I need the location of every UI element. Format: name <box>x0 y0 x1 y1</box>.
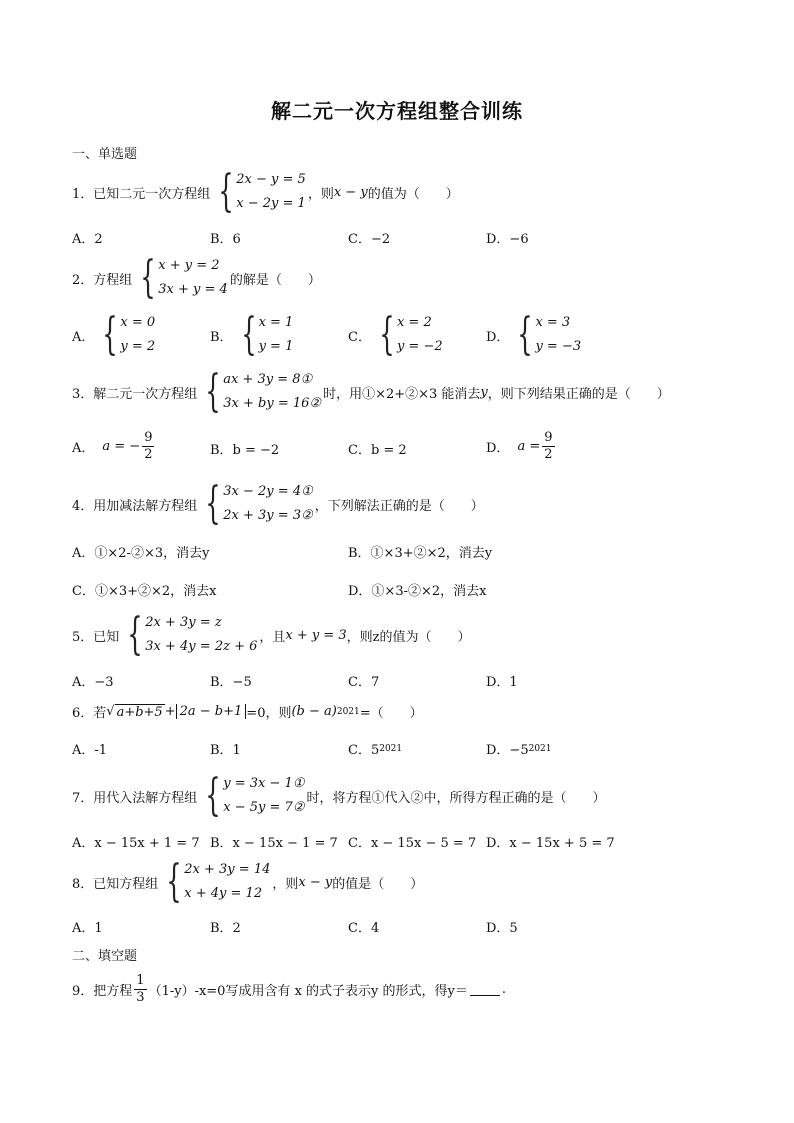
q2-option-c[interactable] <box>348 311 445 359</box>
q4-option-d[interactable]: D．①×3-②×2，消去x <box>348 584 487 599</box>
q1-eq1: 2x − y = 5 <box>236 172 306 187</box>
q2-option-b[interactable] <box>210 311 295 359</box>
q3-option-d-label: D． <box>486 441 510 456</box>
q3-a-den: 2 <box>144 447 153 462</box>
q6-c-base: C．5 <box>348 743 380 758</box>
q2-option-b-label: B． <box>210 329 233 345</box>
q3-a-num: 9 <box>144 430 153 445</box>
brace-icon: { <box>379 309 395 360</box>
sqrt-icon: √ <box>106 704 115 719</box>
q1-mid: ，则 <box>307 186 334 202</box>
q6-ask: =（ ） <box>359 706 423 721</box>
q6-stem: 6．若 <box>72 706 107 721</box>
q9-fraction <box>134 973 146 1006</box>
q5-stem: 5．已知 <box>72 629 120 645</box>
q8-ask: 的值是（ ） <box>332 876 424 892</box>
q2-ask: 的解是（ ） <box>229 272 321 288</box>
q9-den: 3 <box>136 990 145 1005</box>
brace-icon: { <box>102 309 119 360</box>
q3-eq2: 3x + by = 16② <box>223 396 322 411</box>
q7-option-d[interactable]: D．x − 15x + 5 = 7 <box>486 836 615 851</box>
q3-option-d[interactable] <box>486 430 557 463</box>
q3-text: 时，用①×2+②×3 能消去 <box>323 386 481 402</box>
question-8 <box>72 858 423 906</box>
q3-option-a[interactable] <box>72 430 156 463</box>
q2-stem: 2．方程组 <box>72 272 133 288</box>
q9-num: 1 <box>136 973 145 988</box>
q4-option-b[interactable]: B．①×3+②×2，消去y <box>348 546 493 561</box>
q3-option-c[interactable]: C．b = 2 <box>348 443 407 458</box>
q1-equation-system <box>212 168 306 216</box>
q8-option-d[interactable]: D．5 <box>486 921 518 936</box>
question-9 <box>72 973 506 1006</box>
q4-eq1: 3x − 2y = 4① <box>223 484 313 499</box>
q8-eq1: 2x + 3y = 14 <box>184 862 271 877</box>
brace-icon: { <box>517 309 534 360</box>
q3-eq1: ax + 3y = 8① <box>223 372 313 387</box>
q1-ask: 的值为（ ） <box>367 186 459 202</box>
q2-option-c-label: C． <box>348 329 371 345</box>
q6-option-a[interactable]: A．-1 <box>72 743 108 758</box>
q1-option-c[interactable]: C．−2 <box>348 232 391 247</box>
q4-eq2: 2x + 3y = 3② <box>223 508 313 523</box>
q5-option-d[interactable]: D．1 <box>486 675 518 690</box>
q5-condition: x + y = 3 <box>285 627 347 643</box>
q5-eq1: 2x + 3y = z <box>145 615 222 630</box>
q7-option-b[interactable]: B．x − 15x − 1 = 7 <box>210 836 338 851</box>
q8-eq2: x + 4y = 12 <box>184 886 263 901</box>
q8-equation-system <box>160 858 270 906</box>
question-6 <box>72 702 423 721</box>
q2-option-d[interactable] <box>486 311 583 359</box>
question-5 <box>72 611 471 659</box>
brace-icon: { <box>218 166 234 217</box>
brace-icon: { <box>240 309 257 360</box>
q5-equation-system <box>121 611 257 659</box>
q1-eq2: x − 2y = 1 <box>236 196 306 211</box>
q2-eq2: 3x + y = 4 <box>158 282 228 297</box>
q5-ask: ，则z的值为（ ） <box>346 629 471 645</box>
q6-option-b[interactable]: B．1 <box>210 743 241 758</box>
q3-d-den: 2 <box>544 447 553 462</box>
q8-option-a[interactable]: A．1 <box>72 921 103 936</box>
q3-stem: 3．解二元一次方程组 <box>72 386 198 402</box>
q2-d-line1: x = 3 <box>535 315 571 330</box>
question-4 <box>72 480 484 528</box>
q1-option-b[interactable]: B．6 <box>210 232 241 247</box>
q3-d-num: 9 <box>544 430 553 445</box>
brace-icon: { <box>140 252 156 303</box>
q6-plus: + <box>164 704 176 719</box>
q8-option-b[interactable]: B．2 <box>210 921 241 936</box>
brace-icon: { <box>127 609 143 660</box>
q7-eq2: x − 5y = 7② <box>223 800 305 815</box>
q8-mid: ，则 <box>272 876 299 892</box>
q7-equation-system <box>199 772 304 820</box>
q5-eq2: 3x + 4y = 2z + 6 <box>145 639 258 654</box>
q8-option-c[interactable]: C．4 <box>348 921 380 936</box>
q6-d-base: D．−5 <box>486 743 529 758</box>
q2-a-line2: y = 2 <box>120 339 156 354</box>
brace-icon: { <box>205 366 221 417</box>
q6-option-c[interactable] <box>348 739 402 758</box>
q5-option-a[interactable]: A．−3 <box>72 675 114 690</box>
q5-option-c[interactable]: C．7 <box>348 675 380 690</box>
q6-exponent: 2021 <box>336 706 360 717</box>
question-7 <box>72 772 605 820</box>
q4-option-c[interactable]: C．①×3+②×2，消去x <box>72 584 217 599</box>
q2-option-a[interactable] <box>72 311 157 359</box>
q8-expression: x − y <box>298 874 333 890</box>
question-2 <box>72 254 321 302</box>
q2-equation-system <box>134 254 228 302</box>
q3-option-b[interactable]: B．b = −2 <box>210 443 280 458</box>
q5-option-b[interactable]: B．−5 <box>210 675 252 690</box>
q6-c-exp: 2021 <box>379 743 403 754</box>
q4-ask: ，下列解法正确的是（ ） <box>314 498 484 514</box>
q3-equation-system <box>199 368 321 416</box>
q2-eq1: x + y = 2 <box>158 258 220 273</box>
q3-d-lhs: a = <box>517 439 541 454</box>
q1-stem: 1．已知二元一次方程组 <box>72 186 211 202</box>
q2-c-line1: x = 2 <box>396 315 432 330</box>
q6-option-d[interactable] <box>486 739 552 758</box>
brace-icon: { <box>166 856 182 907</box>
q7-stem: 7．用代入法解方程组 <box>72 790 198 806</box>
section-heading-single-choice: 一、单选题 <box>72 147 138 162</box>
q9-answer-blank[interactable] <box>470 983 500 996</box>
q7-option-a[interactable]: A．x − 15x + 1 = 7 <box>72 836 200 851</box>
q4-equation-system <box>199 480 312 528</box>
q2-d-line2: y = −3 <box>535 339 582 354</box>
q3-ask: ，则下列结果正确的是（ ） <box>487 386 670 402</box>
brace-icon: { <box>205 478 221 529</box>
question-3 <box>72 368 670 416</box>
q7-eq1: y = 3x − 1① <box>223 776 305 791</box>
q1-option-a[interactable]: A．2 <box>72 232 103 247</box>
q2-option-a-label: A． <box>72 329 95 345</box>
q1-option-d[interactable]: D．−6 <box>486 232 529 247</box>
q3-variable: y <box>480 384 488 400</box>
q3-a-fraction <box>142 430 154 463</box>
q6-absolute-value: 2a − b+1 <box>176 704 247 719</box>
q6-d-exp: 2021 <box>528 743 552 754</box>
q3-a-lhs: a = − <box>102 439 141 454</box>
q6-equals: =0，则 <box>246 706 292 721</box>
q9-text: （1-y）-x=0写成用含有 x 的式子表示y 的形式，得y＝ <box>148 984 468 999</box>
q2-b-line1: x = 1 <box>258 315 294 330</box>
brace-icon: { <box>205 770 221 821</box>
q6-sqrt <box>106 704 164 720</box>
question-1 <box>72 168 459 216</box>
q4-stem: 4．用加减法解方程组 <box>72 498 198 514</box>
q7-option-c[interactable]: C．x − 15x − 5 = 7 <box>348 836 477 851</box>
q2-c-line2: y = −2 <box>396 339 443 354</box>
q8-stem: 8．已知方程组 <box>72 876 159 892</box>
q2-option-d-label: D． <box>486 329 510 345</box>
q5-mid: ，且 <box>259 629 286 645</box>
q2-a-line1: x = 0 <box>120 315 156 330</box>
page-title: 解二元一次方程组整合训练 <box>271 99 523 123</box>
q7-ask: 时，将方程①代入②中，所得方程正确的是（ ） <box>306 790 606 806</box>
q1-expression: x − y <box>333 184 368 200</box>
q6-base: (b − a) <box>291 704 337 719</box>
q9-stem: 9．把方程 <box>72 984 133 999</box>
q3-d-fraction <box>542 430 554 463</box>
q4-option-a[interactable]: A．①×2-②×3，消去y <box>72 546 210 561</box>
q9-end: . <box>501 982 507 997</box>
q3-option-a-label: A． <box>72 441 95 456</box>
q6-radicand: a+b+5 <box>116 704 163 720</box>
section-heading-fill-blank: 二、填空题 <box>72 949 138 964</box>
q2-b-line2: y = 1 <box>258 339 294 354</box>
